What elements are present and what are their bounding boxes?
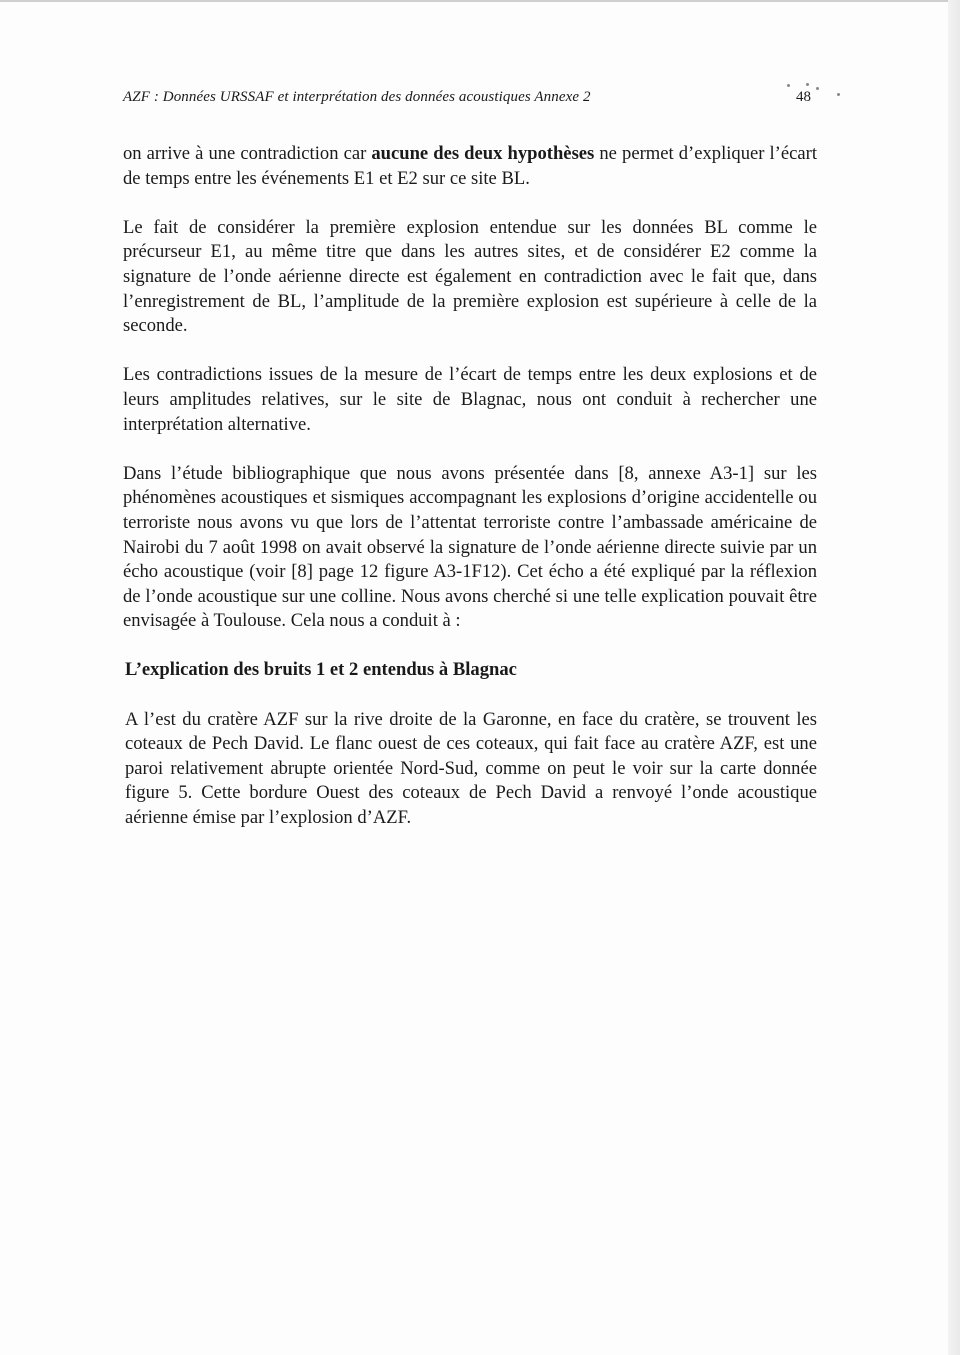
document-body xyxy=(123,142,817,855)
paragraph-3: Les contradictions issues de la mesure de l’écart de temps entre les deux explosions et de leurs amplitudes relatives, sur le site de Blagnac, nous ont conduit à rechercher une interprétation alternative. xyxy=(123,364,817,435)
paragraph-2: Le fait de considérer la première explosion entendue sur les données BL comme le précurseur E1, au même titre que dans les autres sites, et de considérer E2 comme la signature de l’onde aérienne directe est également en contradiction avec le fait que, dans l’enregistrement de BL, l’amplitude de la première explosion est supérieure à celle de la seconde. xyxy=(123,216,817,337)
paragraph-1 xyxy=(123,142,817,191)
section-heading: L’explication des bruits 1 et 2 entendus à Blagnac xyxy=(125,659,517,681)
paragraph-5: A l’est du cratère AZF sur la rive droite de la Garonne, en face du cratère, se trouvent les coteaux de Pech David. Le flanc ouest de ces coteaux, qui fait face au cratère AZF, est une paroi relativement abrupte orientée Nord-Sud, comme on peut le voir sur la carte donnée figure 5. Cette bordure Ouest des coteaux de Pech David a renvoyé l’onde acoustique aérienne émise par l’explosion d’AZF. xyxy=(125,708,817,829)
paragraph-1-end: ne permet d’expliquer l’écart de temps entre les événements E1 et E2 sur ce site BL. xyxy=(123,143,817,189)
paragraph-1-start: on arrive à une contradiction car xyxy=(123,143,372,164)
paragraph-4: Dans l’étude bibliographique que nous avons présentée dans [8, annexe A3-1] sur les phénomènes acoustiques et sismiques accompagnant les explosions d’origine accidentelle ou terroriste nous avons vu que lors de l’attentat terroriste contre l’ambassade américaine de Nairobi du 7 août 1998 on avait observé la signature de l’onde aérienne directe suivie par un écho acoustique (voir [8] page 12 figure A3-1F12). Cet écho a été expliqué par la réflexion de l’onde acoustique sur une colline. Nous avons cherché si une telle explication pouvait être envisagée à Toulouse. Cela nous a conduit à : xyxy=(123,462,817,632)
scan-right-edge xyxy=(948,0,960,1355)
running-header: AZF : Données URSSAF et interprétation des données acoustiques Annexe 2 xyxy=(123,89,591,105)
scan-top-edge xyxy=(0,0,960,2)
scan-speck xyxy=(806,83,809,86)
scan-speck xyxy=(787,84,790,87)
scan-speck xyxy=(816,87,819,90)
paragraph-1-emphasis: aucune des deux hypothèses xyxy=(371,143,595,164)
scan-speck xyxy=(837,93,840,96)
page-number: 48 xyxy=(796,89,811,105)
